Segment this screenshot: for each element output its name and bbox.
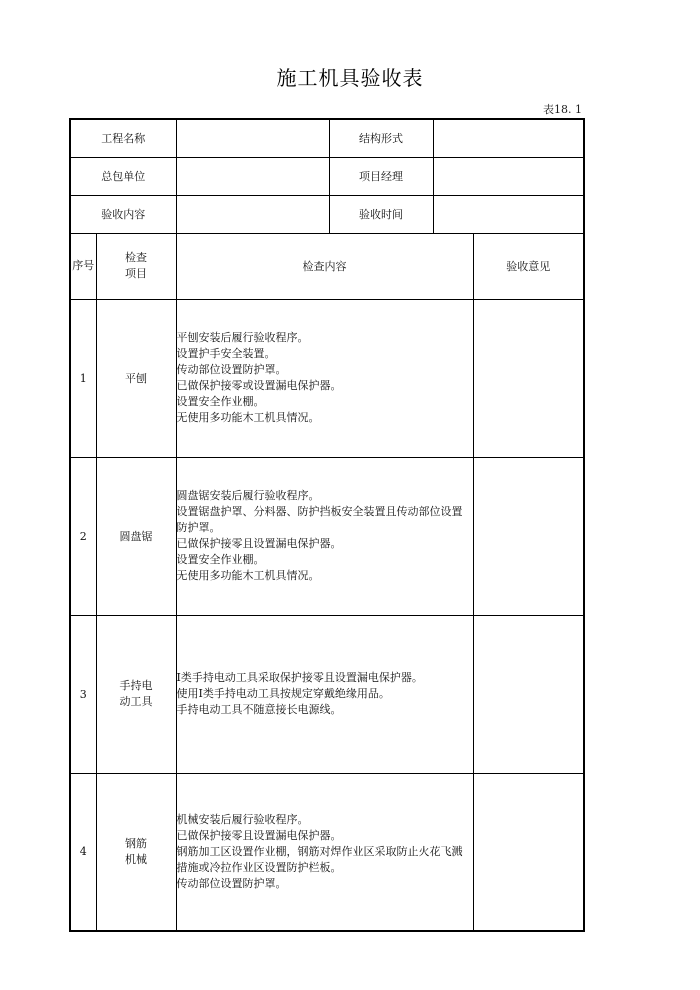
manager-label: 项目经理: [329, 157, 433, 195]
column-header-row: [70, 233, 584, 299]
row-seq: 2: [70, 457, 96, 615]
structure-field[interactable]: [433, 119, 584, 157]
row-opinion-field[interactable]: [473, 773, 584, 931]
content-line: 钢筋加工区设置作业棚，钢筋对焊作业区采取防止火花飞溅措施或冷拉作业区设置防护栏板。: [176, 844, 463, 874]
content-line: 设置护手安全装置。: [176, 347, 276, 360]
row-seq: 3: [70, 615, 96, 773]
content-line: 无使用多功能木工机具情况。: [176, 411, 320, 424]
content-line: 传动部位设置防护罩。: [176, 363, 287, 376]
header-row-project: [70, 119, 584, 157]
content-line: 无使用多功能木工机具情况。: [176, 569, 320, 582]
content-line: 已做保护接零或设置漏电保护器。: [176, 379, 342, 392]
column-opinion: 验收意见: [473, 233, 584, 299]
row-opinion-field[interactable]: [473, 299, 584, 457]
project-name-label: 工程名称: [70, 119, 176, 157]
contractor-label: 总包单位: [70, 157, 176, 195]
content-line: 使用Ⅰ类手持电动工具按规定穿戴绝缘用品。: [176, 687, 390, 700]
form-number: 表18. 1: [543, 103, 582, 116]
form-title: 施工机具验收表: [276, 66, 424, 90]
acceptance-content-field[interactable]: [176, 195, 329, 233]
column-item: 检查项目: [96, 233, 176, 299]
table-row: [70, 615, 584, 773]
content-line: 传动部位设置防护罩。: [176, 876, 287, 890]
project-name-field[interactable]: [176, 119, 329, 157]
content-line: 圆盘锯安装后履行验收程序。: [176, 489, 320, 502]
content-line: Ⅰ类手持电动工具采取保护接零且设置漏电保护器。: [176, 671, 423, 684]
row-item: 平刨: [96, 299, 176, 457]
contractor-field[interactable]: [176, 157, 329, 195]
row-item: 手持电动工具: [96, 615, 176, 773]
content-line: 已做保护接零且设置漏电保护器。: [176, 537, 342, 550]
acceptance-content-label: 验收内容: [70, 195, 176, 233]
row-opinion-field[interactable]: [473, 615, 584, 773]
acceptance-time-label: 验收时间: [329, 195, 433, 233]
header-row-acceptance: [70, 195, 584, 233]
row-seq: 4: [70, 773, 96, 931]
row-content: [176, 615, 473, 773]
content-line: 手持电动工具不随意接长电源线。: [176, 703, 342, 716]
inspection-form-table: [69, 118, 585, 932]
table-row: [70, 299, 584, 457]
content-line: 设置锯盘护罩、分料器、防护挡板安全装置且传动部位设置防护罩。: [176, 505, 463, 534]
structure-label: 结构形式: [329, 119, 433, 157]
column-seq: 序号: [70, 233, 96, 299]
content-line: 机械安装后履行验收程序。: [176, 812, 309, 826]
row-content: [176, 773, 473, 931]
table-row: [70, 457, 584, 615]
content-line: 设置安全作业棚。: [176, 395, 265, 408]
row-seq: 1: [70, 299, 96, 457]
row-item: 圆盘锯: [96, 457, 176, 615]
content-line: 已做保护接零且设置漏电保护器。: [176, 828, 342, 842]
row-content: [176, 299, 473, 457]
row-opinion-field[interactable]: [473, 457, 584, 615]
table-row: [70, 773, 584, 931]
acceptance-time-field[interactable]: [433, 195, 584, 233]
row-content: [176, 457, 473, 615]
header-row-contractor: [70, 157, 584, 195]
content-line: 平刨安装后履行验收程序。: [176, 331, 309, 344]
row-item: 钢筋机械: [96, 773, 176, 931]
manager-field[interactable]: [433, 157, 584, 195]
column-content: 检查内容: [176, 233, 473, 299]
content-line: 设置安全作业棚。: [176, 553, 265, 566]
